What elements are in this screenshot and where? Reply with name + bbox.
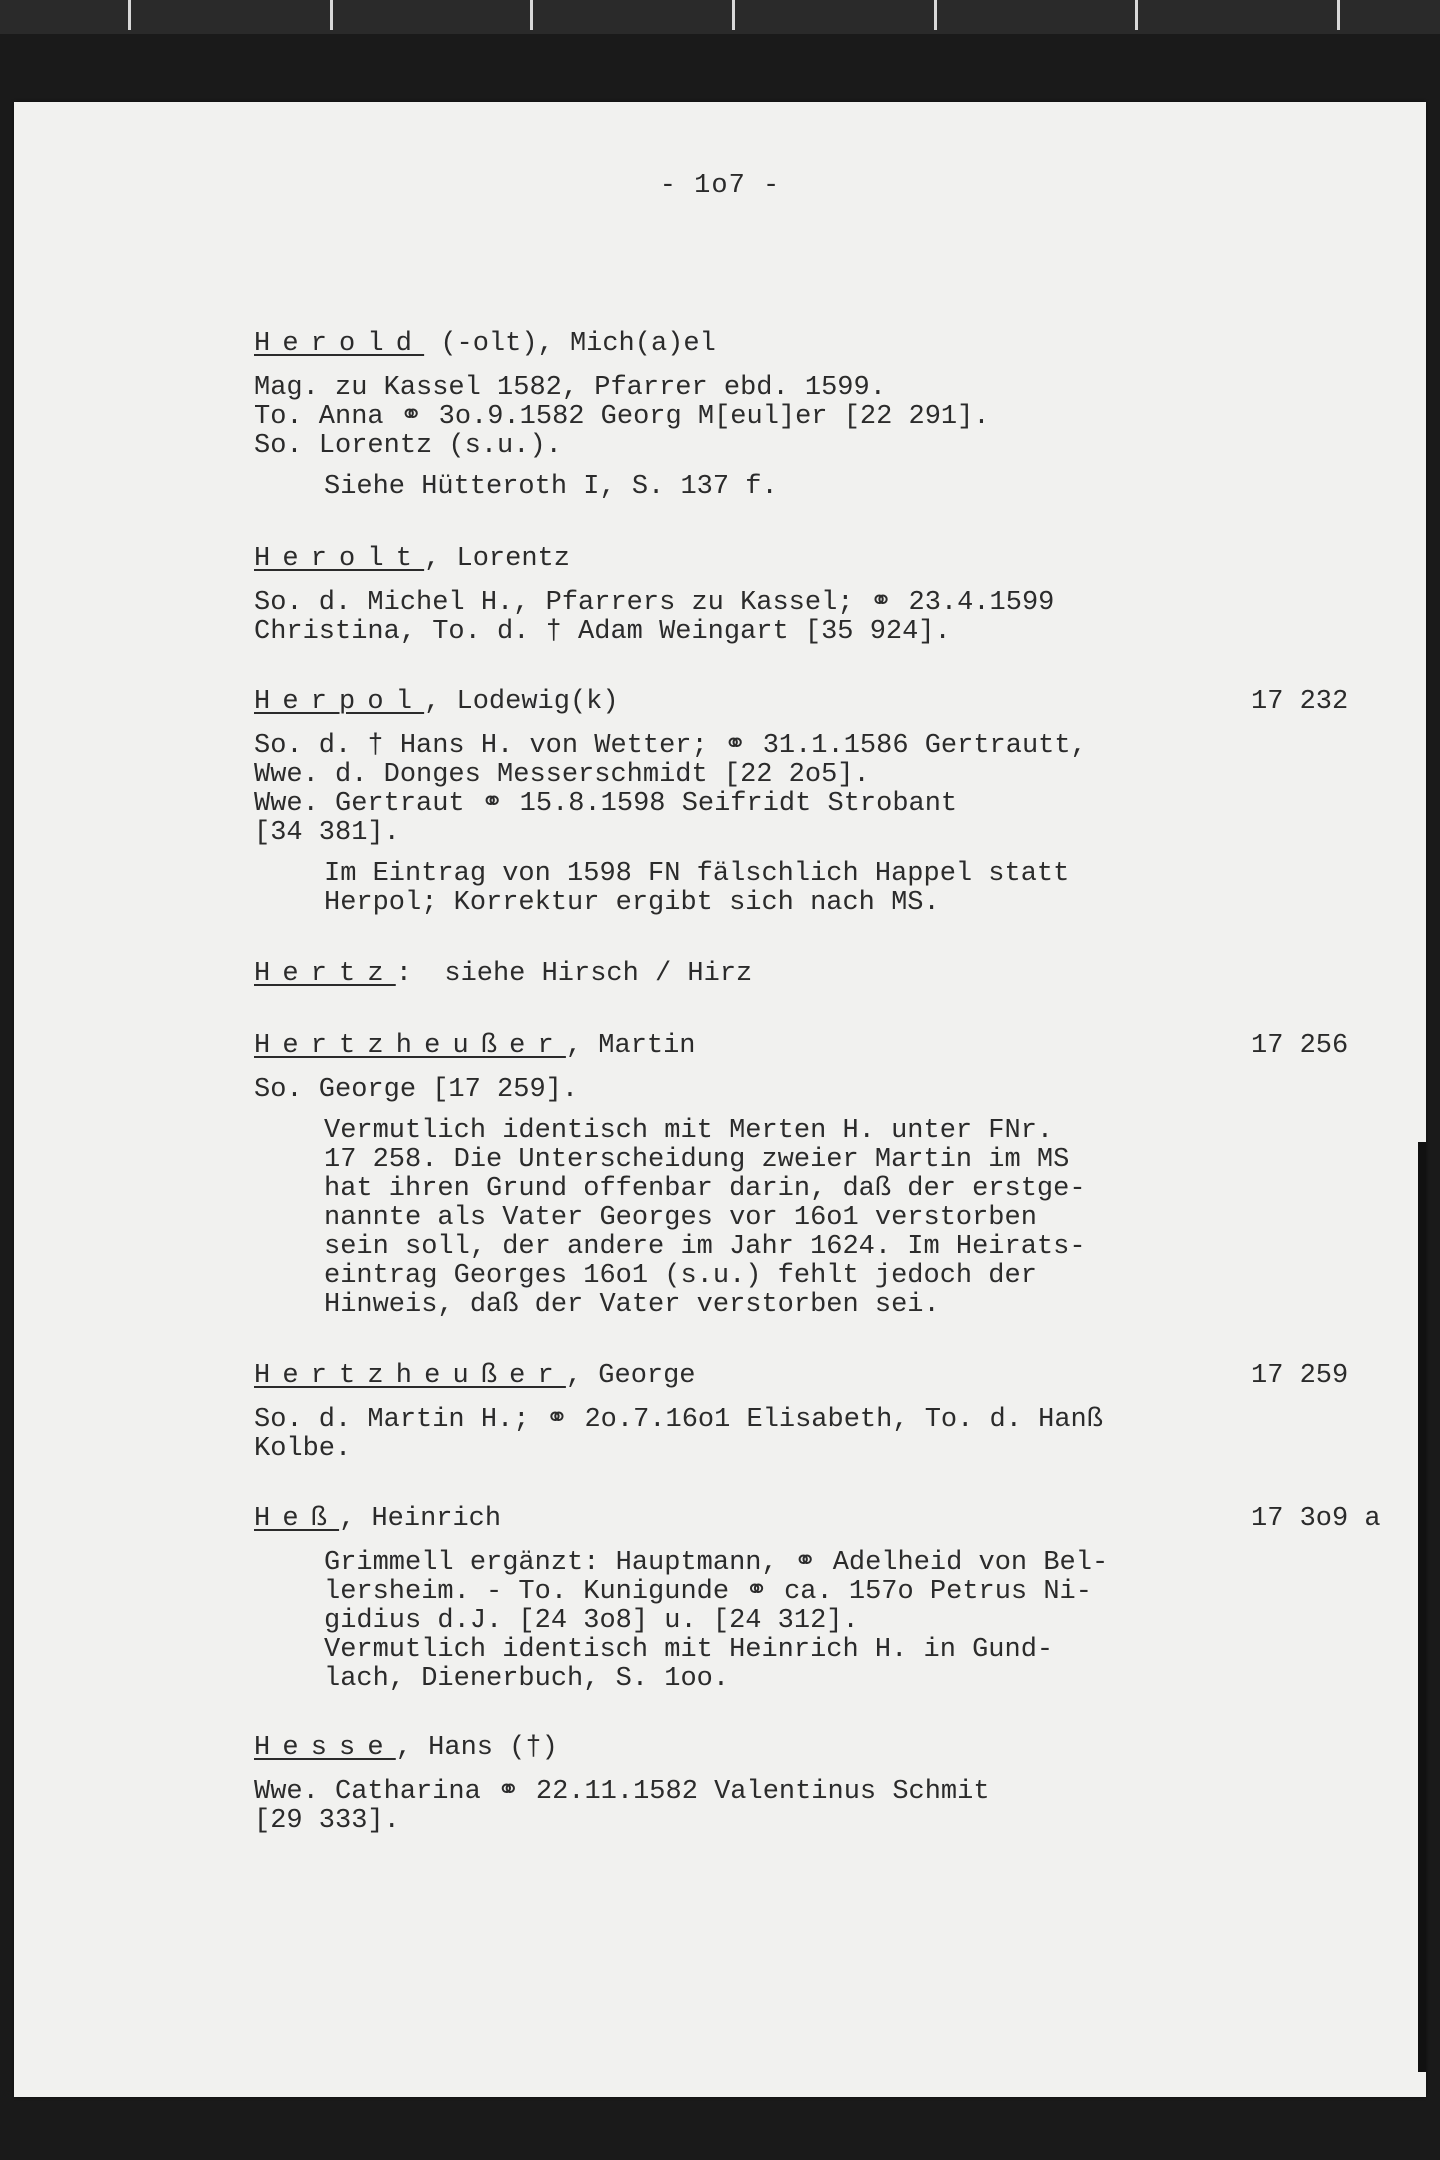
entry-given-name: , Lorentz	[424, 544, 570, 574]
entry-surname: Hertz	[254, 959, 396, 989]
note-line: Vermutlich identisch mit Heinrich H. in Gund-	[324, 1635, 1054, 1665]
ruler-tick	[128, 0, 131, 30]
note-line: hat ihren Grund offenbar darin, daß der erstge-	[324, 1174, 1086, 1204]
entry-given-name: : siehe Hirsch / Hirz	[395, 959, 753, 989]
family-number: 17 259	[1251, 1361, 1349, 1391]
entry-body	[254, 732, 1374, 848]
entry-surname: Hertzheußer	[254, 1361, 566, 1391]
note-line: gidius d.J. [24 3o8] u. [24 312].	[324, 1606, 859, 1636]
entry-given-name: , Heinrich	[339, 1504, 502, 1534]
ruler-tick	[1135, 0, 1138, 30]
note-line: Vermutlich identisch mit Merten H. unter FNr.	[324, 1116, 1054, 1146]
entry-hertzheusser-george	[254, 1362, 1374, 1464]
family-number: 17 256	[1251, 1031, 1349, 1061]
note-line: lach, Dienerbuch, S. 1oo.	[324, 1664, 730, 1694]
page-number: - 1o7 -	[659, 171, 781, 201]
entry-body	[254, 589, 1374, 647]
ruler-tick	[1337, 0, 1340, 30]
entry-line: [29 333].	[254, 1806, 400, 1836]
entry-line: So. d. † Hans H. von Wetter; ⚭ 31.1.1586 Gertrautt,	[254, 731, 1087, 761]
note-line: Hinweis, daß der Vater verstorben sei.	[324, 1290, 940, 1320]
note-line: sein soll, der andere im Jahr 1624. Im Heirats-	[324, 1232, 1086, 1262]
entry-line: Wwe. Gertraut ⚭ 15.8.1598 Seifridt Strobant	[254, 789, 958, 819]
entry-note	[254, 1117, 1374, 1320]
entry-surname: Heß	[254, 1504, 340, 1534]
typewritten-document	[14, 102, 1426, 2097]
note-line: nannte als Vater Georges vor 16o1 verstorben	[324, 1203, 1037, 1233]
entry-note	[254, 1549, 1374, 1694]
note-line: Herpol; Korrektur ergibt sich nach MS.	[324, 888, 940, 918]
entry-line: To. Anna ⚭ 3o.9.1582 Georg M[eul]er [22 291].	[254, 402, 990, 432]
entry-line: So. d. Martin H.; ⚭ 2o.7.16o1 Elisabeth, To. d. Hanß	[254, 1405, 1103, 1435]
entry-body	[254, 1406, 1374, 1464]
paper-sheet	[14, 102, 1426, 2097]
entry-surname: Herold	[254, 329, 425, 359]
note-line: Grimmell ergänzt: Hauptmann, ⚭ Adelheid von Bel-	[324, 1548, 1109, 1578]
entry-herold	[254, 330, 1374, 502]
entry-surname: Hesse	[254, 1733, 396, 1763]
entry-hess	[254, 1504, 1381, 1694]
note-line: 17 258. Die Unterscheidung zweier Martin im MS	[324, 1145, 1070, 1175]
note-line: eintrag Georges 16o1 (s.u.) fehlt jedoch der	[324, 1261, 1037, 1291]
entry-hesse	[254, 1734, 1374, 1836]
entry-surname: Herolt	[254, 544, 425, 574]
entry-heading	[254, 330, 1374, 362]
entry-hertz	[254, 960, 1374, 992]
entry-line: Christina, To. d. † Adam Weingart [35 924].	[254, 617, 951, 647]
entry-line: Mag. zu Kassel 1582, Pfarrer ebd. 1599.	[254, 373, 886, 403]
scanner-ruler-strip	[0, 0, 1440, 34]
entry-herolt	[254, 545, 1374, 647]
entry-surname: Herpol	[254, 687, 425, 717]
entry-line: So. Lorentz (s.u.).	[254, 431, 562, 461]
family-number: 17 3o9 a	[1251, 1504, 1381, 1534]
entry-heading	[254, 1734, 1374, 1766]
entry-body	[254, 374, 1374, 461]
entry-surname: Hertzheußer	[254, 1031, 566, 1061]
entry-line: So. George [17 259].	[254, 1075, 579, 1105]
entry-heading	[254, 688, 1374, 720]
entry-line: So. d. Michel H., Pfarrers zu Kassel; ⚭ 23.4.1599	[254, 588, 1055, 618]
entry-given-name: , George	[565, 1361, 696, 1391]
entry-line: Wwe. d. Donges Messerschmidt [22 2o5].	[254, 760, 870, 790]
entry-body	[254, 1076, 1374, 1105]
note-line: Siehe Hütteroth I, S. 137 f.	[324, 472, 778, 502]
family-number: 17 232	[1251, 687, 1349, 717]
entry-heading	[254, 1362, 1374, 1394]
ruler-tick	[732, 0, 735, 30]
entry-given-name: , Hans (†)	[395, 1733, 558, 1763]
entry-heading	[254, 1504, 1381, 1537]
entry-given-name: (-olt), Mich(a)el	[424, 329, 716, 359]
entry-line: Wwe. Catharina ⚭ 22.11.1582 Valentinus Schmit	[254, 1777, 990, 1807]
note-line: Im Eintrag von 1598 FN fälschlich Happel statt	[324, 859, 1070, 889]
entry-given-name: , Lodewig(k)	[424, 687, 619, 717]
entry-note	[254, 473, 1374, 502]
entry-note	[254, 860, 1374, 918]
entry-herpol	[254, 688, 1374, 918]
ruler-tick	[330, 0, 333, 30]
ruler-tick	[530, 0, 533, 30]
entry-hertzheusser-martin	[254, 1032, 1374, 1320]
entry-heading	[254, 545, 1374, 577]
ruler-tick	[934, 0, 937, 30]
entry-line: [34 381].	[254, 818, 400, 848]
entry-line: Kolbe.	[254, 1434, 352, 1464]
entry-heading	[254, 1032, 1374, 1064]
note-line: lersheim. - To. Kunigunde ⚭ ca. 157o Petrus Ni-	[324, 1577, 1092, 1607]
entry-heading	[254, 960, 1374, 992]
entry-body	[254, 1778, 1374, 1836]
entry-given-name: , Martin	[565, 1031, 696, 1061]
